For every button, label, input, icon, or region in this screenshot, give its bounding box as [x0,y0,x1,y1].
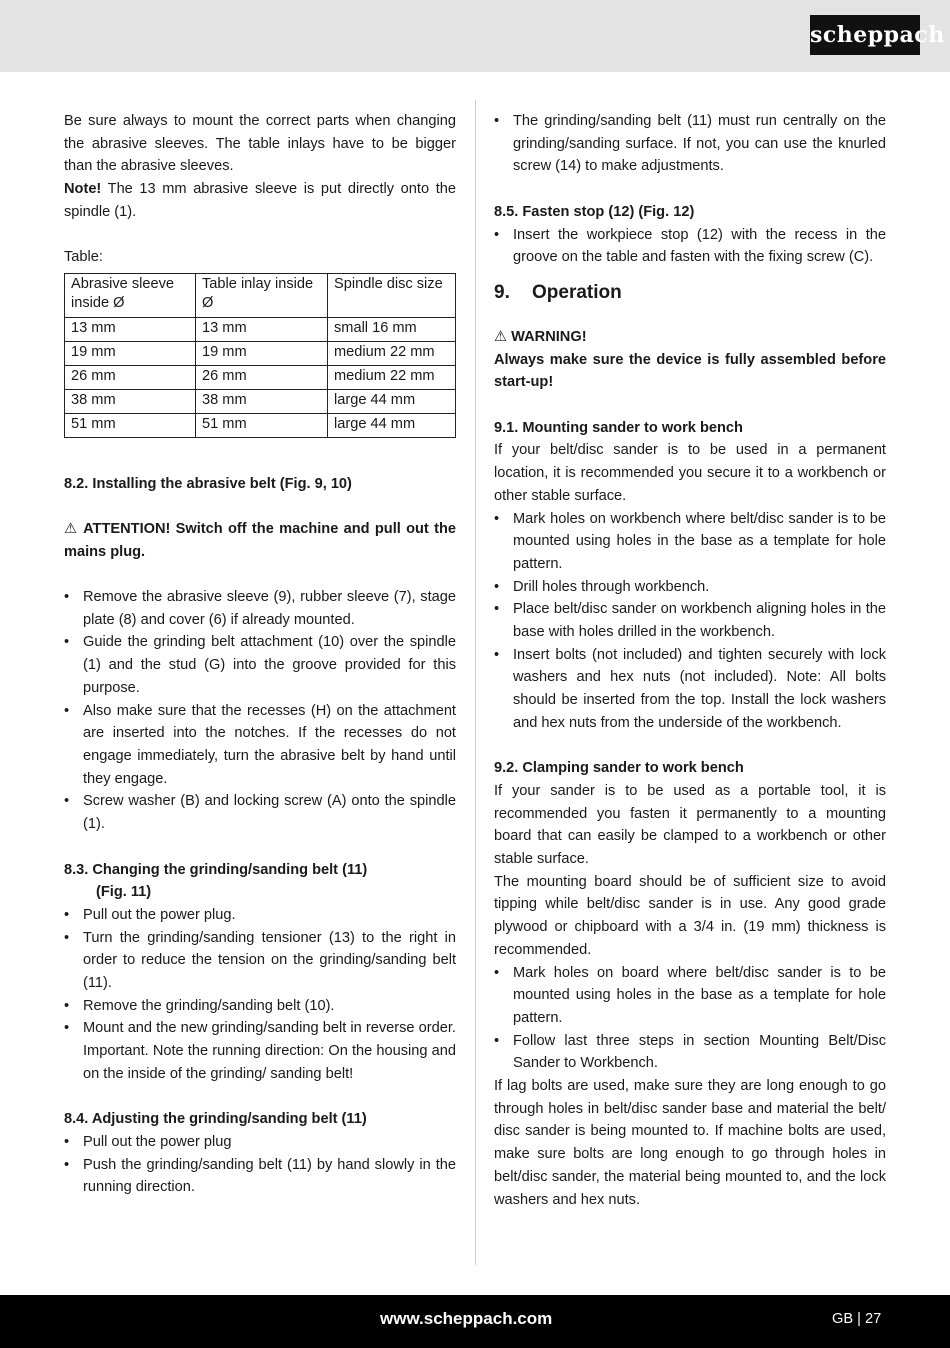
table-row [65,317,456,341]
warning-label: WARNING! [511,328,587,345]
table-row [65,341,456,365]
list-item: • Mark holes on board where belt/disc sander is to be mounted using holes in the base as a template for hole pattern. [494,962,886,1030]
list-item: • Screw washer (B) and locking screw (A) onto the spindle (1). [64,790,456,835]
table-label: Table: [64,249,103,266]
table-header-row [65,273,456,317]
note-label: Note! [64,181,102,198]
section-8-4-list [64,1131,456,1199]
list-item: • Turn the grinding/sanding tensioner (13) to the right in order to reduce the tension on the grinding/sanding belt (11). [64,927,456,995]
table-header-cell: Spindle disc size [328,273,456,317]
left-column [64,110,456,1199]
list-item: • Place belt/disc sander on workbench aligning holes in the base with holes drilled in the workbench. [494,598,886,643]
list-item: • Insert bolts (not included) and tighten securely with lock washers and hex nuts (not included). Note: All bolts should be inserted from the top. Install the lock washers and hex nuts from the underside of the workbench. [494,644,886,735]
table-row [65,389,456,413]
table-cell: 26 mm [65,365,196,389]
list-item: • Pull out the power plug. [64,904,456,927]
intro-paragraph: Be sure always to mount the correct parts when changing the abrasive sleeves. The table inlays have to be bigger than the abrasive sleeves. [64,113,456,175]
table-cell: 51 mm [196,413,328,437]
page-number: GB | 27 [832,1311,882,1327]
footer-url[interactable]: www.scheppach.com [380,1309,553,1328]
table-cell: 38 mm [65,389,196,413]
table-cell: 13 mm [65,317,196,341]
brand-logo: scheppach [810,15,920,55]
warning-heading [494,326,886,349]
section-8-3-title: 8.3. Changing the grinding/sanding belt (11) [64,861,368,878]
table-cell: 13 mm [196,317,328,341]
table-cell: 19 mm [196,341,328,365]
list-item: • Remove the grinding/sanding belt (10). [64,995,456,1018]
list-item: • Also make sure that the recesses (H) on the attachment are inserted into the notches. If the recesses do not engage immediately, turn the abrasive belt by hand until they engage. [64,700,456,791]
section-9-1-paragraph: If your belt/disc sander is to be used in a permanent location, it is recommended you secure it to a workbench or other stable surface. [494,442,886,504]
list-item: • Remove the abrasive sleeve (9), rubber sleeve (7), stage plate (8) and cover (6) if already mounted. [64,586,456,631]
attention-text: ATTENTION! Switch off the machine and pull out the mains plug. [64,520,456,560]
table-cell: 19 mm [65,341,196,365]
list-item: • Pull out the power plug [64,1131,456,1154]
section-9-2-paragraph: The mounting board should be of sufficient size to avoid tipping while belt/disc sander is in use. Any good grade plywood or chipboard with a 3/4 in. (19 mm) thickness is recommended. [494,873,886,958]
list-item: • Drill holes through workbench. [494,576,886,599]
section-9-2-paragraph: If lag bolts are used, make sure they are long enough to go through holes in belt/disc sander base and material the belt/ disc sander is being mounted to. If machine bolts are used, make sure bolts are long enough to go through holes in belt/disc sander, the material being mounted to, and the lock washers and hex nuts. [494,1078,886,1208]
section-9-1-list [494,508,886,735]
section-8-2-title: 8.2. Installing the abrasive belt (Fig. 9, 10) [64,475,352,492]
section-8-2-list [64,586,456,836]
section-9-number: 9. [494,281,510,303]
section-9-2-paragraph: If your sander is to be used as a portable tool, it is recommended you fasten it permanently to a mounting board that can easily be clamped to a workbench or other stable surface. [494,782,886,868]
list-item: • Push the grinding/sanding belt (11) by hand slowly in the running direction. [64,1154,456,1199]
table-row [65,413,456,437]
page-header [0,0,950,72]
table-header-cell: Abrasive sleeve inside Ø [65,273,196,317]
list-item: • Follow last three steps in section Mounting Belt/Disc Sander to Workbench. [494,1030,886,1075]
list-item: • Insert the workpiece stop (12) with the recess in the groove on the table and fasten with the fixing screw (C). [494,224,886,269]
note-paragraph [64,178,456,223]
page-footer [0,1295,950,1348]
table-cell: 38 mm [196,389,328,413]
table-cell: large 44 mm [328,413,456,437]
sleeve-table [64,273,456,438]
table-row [65,365,456,389]
table-cell: small 16 mm [328,317,456,341]
table-cell: medium 22 mm [328,365,456,389]
right-column [494,110,886,1211]
table-cell: medium 22 mm [328,341,456,365]
section-9-2-list [494,962,886,1076]
section-8-4-title: 8.4. Adjusting the grinding/sanding belt (11) [64,1111,367,1128]
table-cell: 51 mm [65,413,196,437]
table-header-cell: Table inlay inside Ø [196,273,328,317]
section-8-5-list [494,224,886,269]
section-9-2-title: 9.2. Clamping sander to work bench [494,760,744,777]
column-divider [475,100,476,1265]
list-item: • Mark holes on workbench where belt/disc sander is to be mounted using holes in the base as a template for hole pattern. [494,508,886,576]
warning-triangle-icon: ⚠ [494,328,508,345]
note-text: The 13 mm abrasive sleeve is put directly onto the spindle (1). [64,181,456,220]
warning-triangle-icon: ⚠ [64,520,79,537]
list-item: • The grinding/sanding belt (11) must run centrally on the grinding/sanding surface. If not, you can use the knurled screw (14) to make adjustments. [494,110,886,178]
list-item: • Guide the grinding belt attachment (10) over the spindle (1) and the stud (G) into the groove provided for this purpose. [64,631,456,699]
table-cell: 26 mm [196,365,328,389]
section-9-1-title: 9.1. Mounting sander to work bench [494,419,743,436]
section-8-3-title-fig: (Fig. 11) [96,884,152,901]
belt-centering-list [494,110,886,178]
attention-notice [64,518,456,563]
section-8-3-list [64,904,456,1086]
table-cell: large 44 mm [328,389,456,413]
list-item: • Mount and the new grinding/sanding belt in reverse order. Important. Note the running direction: On the housing and on the inside of the grinding/ sanding belt! [64,1017,456,1085]
section-8-5-title: 8.5. Fasten stop (12) (Fig. 12) [494,203,695,220]
warning-text: Always make sure the device is fully assembled before start-up! [494,351,886,391]
section-9-heading [494,280,886,306]
section-9-title: Operation [532,281,622,303]
